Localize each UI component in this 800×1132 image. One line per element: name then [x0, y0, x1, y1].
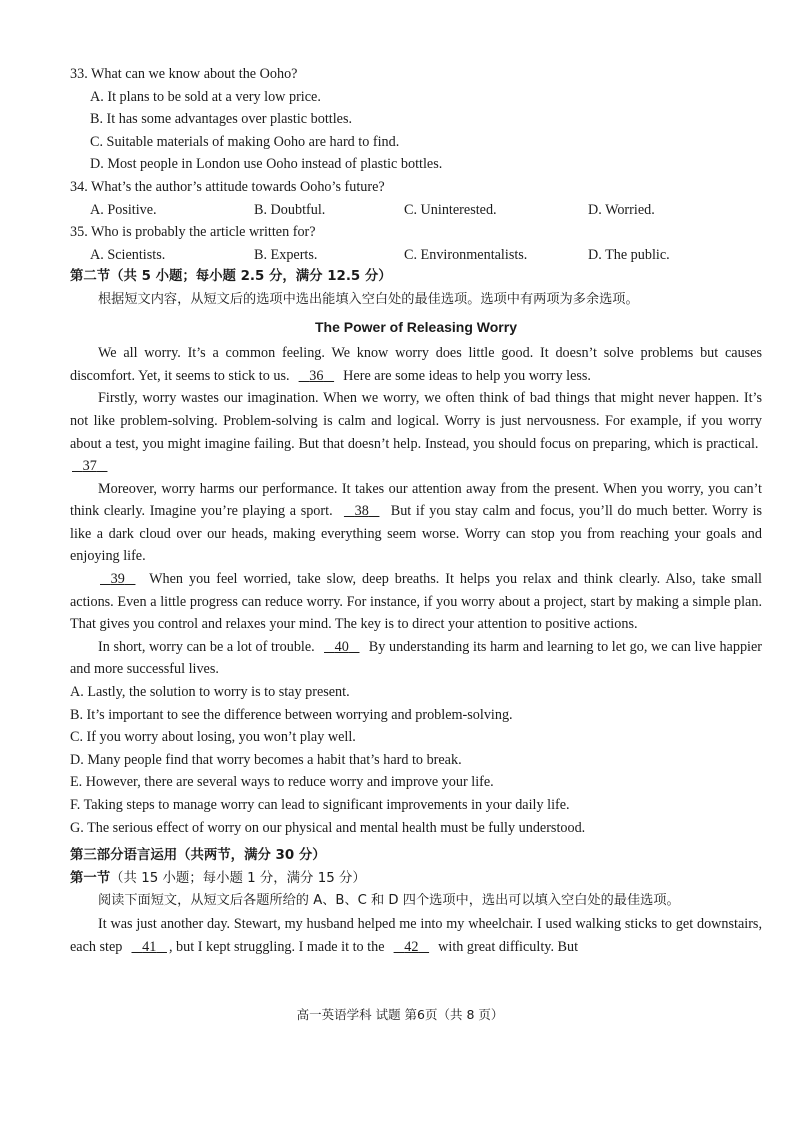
p5-text-b: By understanding its harm and learning to let go, we can live happier and more successful lives.: [70, 638, 763, 678]
cloze-text-c: with great difficulty. But: [438, 938, 579, 955]
choice-g: G. The serious effect of worry on our physical and mental health must be fully understood.: [70, 819, 586, 836]
cloze-text-b: , but I kept struggling. I made it to the: [168, 938, 385, 955]
cloze-text-a: It was just another day. Stewart, my husband helped me into my wheelchair. I used walking sticks to get downstairs, each step: [70, 915, 762, 955]
question-34-options: [90, 199, 762, 222]
choice-c: C. If you worry about losing, you won’t play well.: [70, 729, 356, 746]
question-34-option-a: A. Positive.: [90, 201, 157, 218]
p1-text-a: We all worry. It’s a common feeling. We know worry does little good. It doesn’t solve problems but causes discomfort. Yet, it seems to stick to us.: [70, 345, 762, 384]
question-33-option-b: B. It has some advantages over plastic bottles.: [90, 111, 353, 128]
page-footer: 高一英语学科 试题 第6页（共 8 页）: [296, 1007, 504, 1022]
choice-e: E. However, there are several ways to reduce worry and improve your life.: [70, 774, 494, 791]
section-2-heading: 第二节（共 5 小题；每小题 2.5 分，满分 12.5 分）: [70, 269, 392, 285]
p5-text-a: In short, worry can be a lot of trouble.: [98, 638, 315, 655]
cloze-paragraph-1: [70, 913, 762, 958]
blank-40: 40: [334, 638, 349, 655]
question-34-option-b: B. Doubtful.: [254, 201, 326, 218]
question-33-option-d: D. Most people in London use Ooho instead of plastic bottles.: [90, 156, 443, 173]
passage-paragraph-4: [70, 568, 762, 636]
question-35-options: [90, 244, 762, 267]
passage-paragraph-1: [70, 342, 762, 387]
question-33-option-c: C. Suitable materials of making Ooho are hard to find.: [90, 133, 400, 150]
choice-b: B. It’s important to see the difference between worrying and problem-solving.: [70, 706, 513, 723]
blank-37: 37: [82, 458, 97, 475]
p1-text-b: Here are some ideas to help you worry less.: [343, 367, 591, 384]
section-1-label: 第一节: [70, 870, 111, 886]
blank-36: 36: [309, 367, 324, 384]
question-35-option-a: A. Scientists.: [90, 246, 166, 263]
p2-text-a: Firstly, worry wastes our imagination. When we worry, we often think of bad things that might never happen. It’s not like problem-solving. Problem-solving is calm and logical. Worry is just nervousness. For example, if you worry about a test, you might imagine failing. But that doesn’t help. Instead, you should focus on preparing, which is practical.: [70, 390, 762, 452]
question-35-option-d: D. The public.: [588, 246, 670, 263]
blank-39: 39: [110, 571, 125, 588]
p3-text-b: But if you stay calm and focus, you’ll do much better. Worry is like a dark cloud over our heads, making everything seem worse. Worry can stop you from reaching your goals and enjoying life.: [70, 503, 763, 565]
p4-text-b: When you feel worried, take slow, deep breaths. It helps you relax and think clearly. Also, take small actions. Even a little progress can reduce worry. For instance, if you worry about a project, start by making a simple plan. That gives you control and relaxes your mind. The key is to direct your attention to positive actions.: [70, 571, 762, 633]
question-34-stem: 34. What’s the author’s attitude towards Ooho’s future?: [70, 178, 385, 195]
question-35-option-b: B. Experts.: [254, 246, 318, 263]
part-3-instruction: 阅读下面短文，从短文后各题所给的 A、B、C 和 D 四个选项中，选出可以填入空白处的最佳选项。: [98, 893, 680, 909]
section-1-detail: （共 15 小题；每小题 1 分，满分 15 分）: [110, 870, 366, 886]
part-3-section-1-heading: [70, 868, 762, 891]
part-3-heading: 第三部分语言运用（共两节，满分 30 分）: [70, 848, 326, 864]
blank-41: 41: [142, 938, 157, 955]
passage-paragraph-5: [70, 636, 762, 681]
blank-42: 42: [404, 938, 419, 955]
passage-paragraph-2: [70, 387, 762, 477]
passage-title: The Power of Releasing Worry: [314, 318, 517, 335]
choice-a: A. Lastly, the solution to worry is to stay present.: [70, 684, 350, 701]
passage-paragraph-3: [70, 478, 762, 568]
blank-38: 38: [354, 503, 369, 520]
question-33-stem: 33. What can we know about the Ooho?: [70, 66, 298, 82]
question-34-option-d: D. Worried.: [588, 201, 655, 218]
choice-f: F. Taking steps to manage worry can lead to significant improvements in your daily life.: [70, 797, 570, 813]
question-33-option-a: A. It plans to be sold at a very low price.: [90, 88, 321, 105]
section-2-instruction: 根据短文内容，从短文后的选项中选出能填入空白处的最佳选项。选项中有两项为多余选项。: [98, 291, 639, 307]
question-35-option-c: C. Environmentalists.: [404, 246, 528, 263]
p3-text-a: Moreover, worry harms our performance. It takes our attention away from the present. When you worry, you can’t think clearly. Imagine you’re playing a sport.: [70, 480, 762, 520]
question-34-option-c: C. Uninterested.: [404, 201, 497, 218]
choice-d: D. Many people find that worry becomes a habit that’s hard to break.: [70, 751, 462, 768]
question-35-stem: 35. Who is probably the article written for?: [70, 224, 316, 241]
